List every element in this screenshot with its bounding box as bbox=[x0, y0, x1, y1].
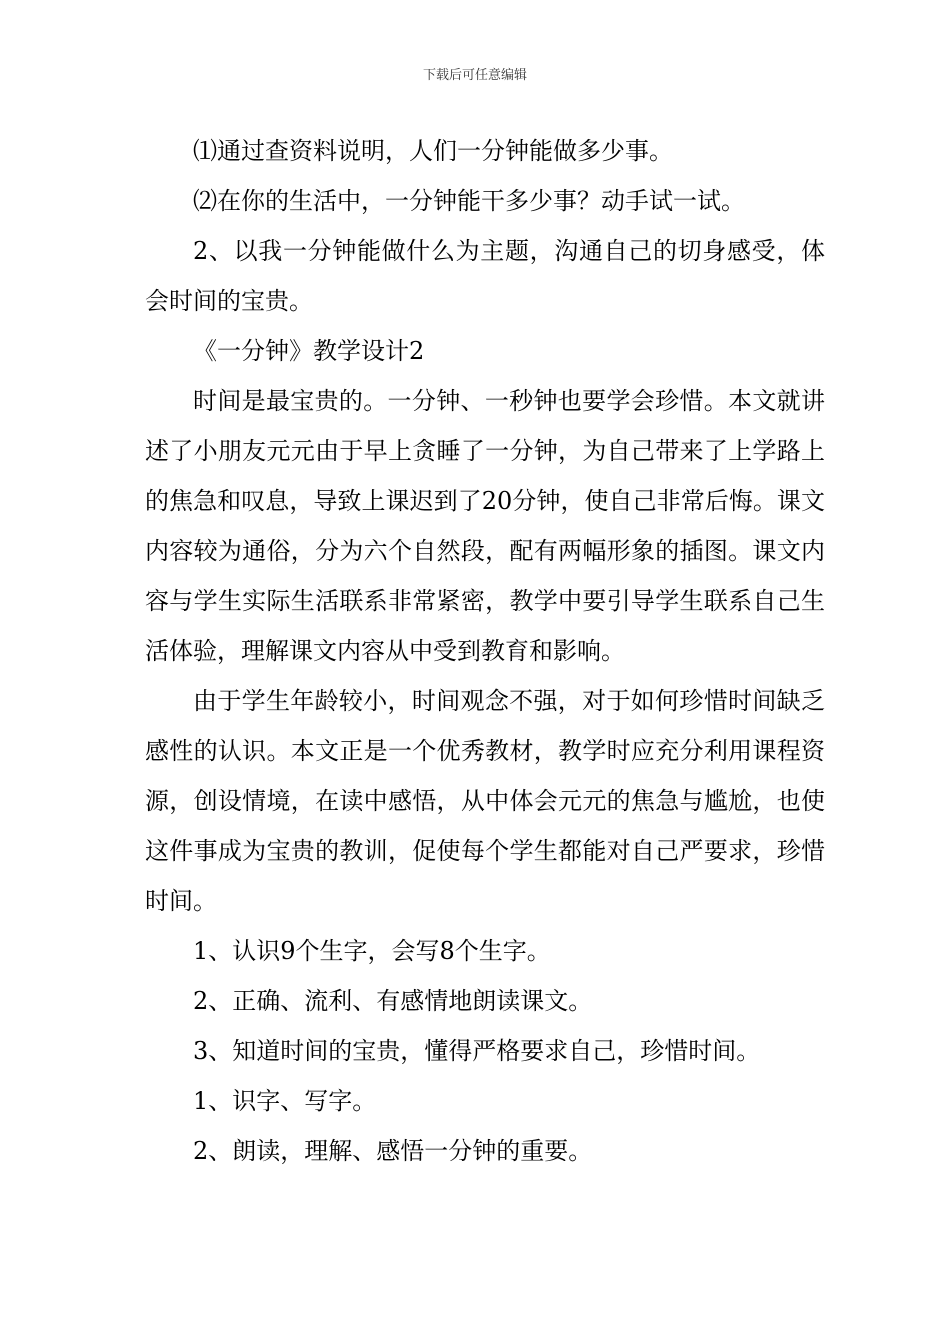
key-point-2: 2、朗读，理解、感悟一分钟的重要。 bbox=[193, 1137, 593, 1165]
paragraph-step-2: ⑵在你的生活中，一分钟能干多少事？动手试一试。 bbox=[193, 187, 745, 215]
key-point-1: 1、识字、写字。 bbox=[193, 1087, 377, 1115]
goal-3: 3、知道时间的宝贵，懂得严格要求自己，珍惜时间。 bbox=[193, 1037, 761, 1065]
paragraph-analysis: 由于学生年龄较小，时间观念不强，对于如何珍惜时间缺乏感性的认识。本文正是一个优秀教材，教学时应充分利用课程资源，创设情境，在读中感悟，从中体会元元的焦急与尴尬，也使这件事成为宝贵的教训，促使每个学生都能对自己严要求，珍惜时间。 bbox=[145, 687, 825, 915]
paragraph-activity-2: 2、以我一分钟能做什么为主题，沟通自己的切身感受，体会时间的宝贵。 bbox=[145, 237, 825, 315]
goal-1: 1、认识9个生字，会写8个生字。 bbox=[193, 937, 551, 965]
paragraph-intro: 时间是最宝贵的。一分钟、一秒钟也要学会珍惜。本文就讲述了小朋友元元由于早上贪睡了一分钟，为自己带来了上学路上的焦急和叹息，导致上课迟到了20分钟，使自己非常后悔。课文内容较为通俗，分为六个自然段，配有两幅形象的插图。课文内容与学生实际生活联系非常紧密，教学中要引导学生联系自己生活体验，理解课文内容从中受到教育和影响。 bbox=[145, 387, 825, 665]
paragraph-step-1: ⑴通过查资料说明，人们一分钟能做多少事。 bbox=[193, 137, 673, 165]
header-note: 下载后可任意编辑 bbox=[422, 68, 527, 83]
goal-2: 2、正确、流利、有感情地朗读课文。 bbox=[193, 987, 593, 1015]
section-title: 《一分钟》教学设计2 bbox=[193, 337, 425, 365]
document-body bbox=[145, 126, 825, 1176]
